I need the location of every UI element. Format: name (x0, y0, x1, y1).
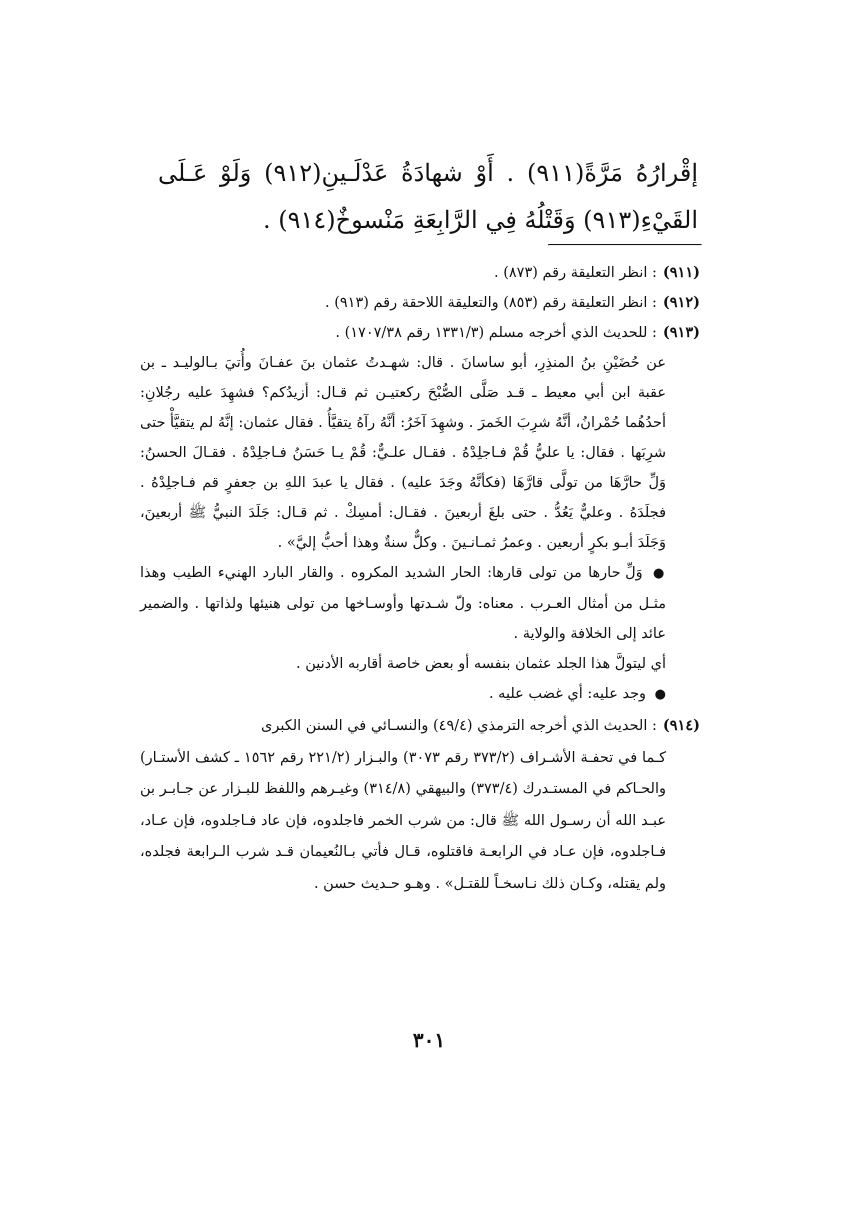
footnote-913 (140, 318, 700, 710)
bullet-icon: ● (654, 687, 666, 702)
footnote-number: (٩١٤) (662, 717, 700, 734)
footnote-number: (٩١١) (662, 264, 700, 281)
footnote-914-body (140, 743, 666, 901)
footnote-text: : انظر التعليقة رقم (٨٥٣) والتعليقة اللاحقة رقم (٩١٣) . (325, 295, 657, 311)
bullet-note (140, 679, 666, 710)
footnote-913-body (140, 348, 666, 710)
footnote-912 (140, 288, 700, 318)
footnote-number: (٩١٣) (662, 324, 700, 341)
explanation-line: أي ليتولَّ هذا الجلد عثمان بنفسه أو بعض خاصة أقاربه الأدنين . (295, 656, 666, 672)
footnote-text: : للحديث الذي أخرجه مسلم (١٣٣١/٣ رقم ١٧٠٧/٣٨) . (335, 325, 657, 341)
hadith-quote: عن حُضَيْنِ بنُ المنذِرِ، أبو ساسانَ . قال: شهـدتُ عثمان بنَ عفـانَ وأُتيَ بـالوليـد ـ بن عقبة ابن أبي معيط ـ قـد صَلَّى الصُّبْحَ ركعتيـن ثم قـال: أزيدُكم؟ فشهِدَ عليه رجُلانِ: أحدُهُما حُمْرانُ، أنَّهُ شرِبَ الخَمرَ . وشهِدَ آخَرُ: أنَّهُ رآهُ يتقيَّأُ . فقال عثمان: إنَّهُ لم يتقيَّأْ حتى شرِبَها . فقال: يا عليُّ قُمْ فـاجلِدْهُ . فقـال علـيٌّ: قُمْ يـا حَسَنُ فـاجلِدْهُ . فقـالَ الحسنُ: وَلِّ حارَّهَا من تولَّى قارَّهَا (فكأنَّهُ وجَدَ عليه) . فقال يا عبدَ اللهِ بن جعفرٍ قم فـاجلِدْهُ . فجلَدَهُ . وعليٌّ يَعُدُّ . حتى بلغَ أربعينَ . فقـال: أمسِكْ . ثم قـال: جَلَدَ النبيُّ ﷺ أربعينَ، وَجَلَدَ أبـو بكرٍ أربعين . وعمرُ ثمـانـينَ . وكلٌّ سنةٌ وهذا أحبُّ إليَّ» . (140, 355, 666, 551)
footnote-911 (140, 258, 700, 288)
main-text: إقْرارُهُ مَرَّةً(٩١١) . أَوْ شهادَةُ عَدْلَـينِ(٩١٢) وَلَوْ عَـلَى القَيْءِ(٩١٣) وَقَتْلُهُ فِي الرَّابِعَةِ مَنْسوخٌ(٩١٤) . (158, 159, 698, 234)
bullet-text: وَلِّ حارها من تولى قارها: الحار الشديد المكروه . والقار البارد الهنيء الطيب وهذا مثـل من أمثال العـرب . معناه: ولّ شـدتها وأوسـاخها من تولى هنيئها ولذاتها . والضمير عائد إلى الخلافة والولاية . (140, 565, 666, 642)
bullet-icon: ● (652, 566, 667, 581)
bullet-text: وجد عليه: أي غضب عليه . (488, 686, 647, 702)
footnote-text: : انظر التعليقة رقم (٨٧٣) . (493, 265, 657, 281)
page-number: ٣٠١ (412, 1028, 446, 1052)
bullet-note (140, 558, 666, 649)
footnote-914 (140, 710, 700, 900)
footnote-number: (٩١٢) (662, 294, 700, 311)
footnotes (140, 258, 700, 900)
footnote-continuation: كـما في تحفـة الأشـراف (٣٧٣/٢ رقم ٣٠٧٣) والبـزار (٢٢١/٢ رقم ١٥٦٢ ـ كشف الأستـار) والحـاكم في المستـدرك (٣٧٣/٤) والبيهقي (٣١٤/٨) وغيـرهم واللفظ للبـزار عن جـابـر بن عبـد الله أن رسـول الله ﷺ قال: من شرب الخمر فاجلدوه، فإن عاد فـاجلدوه، فإن عـاد، فـاجلدوه، فإن عـاد في الرابعـة فاقتلوه، قـال فأتي بـالنُعيمان قـد شرب الـرابعة فجلده، ولم يقتله، وكـان ذلك نـاسخـاً للقتـل» . وهـو حـديث حسن . (140, 749, 666, 892)
footnote-separator (548, 244, 702, 246)
footnote-text: : الحديث الذي أخرجه الترمذي (٤٩/٤) والنسـائي في السنن الكبرى (261, 718, 657, 734)
